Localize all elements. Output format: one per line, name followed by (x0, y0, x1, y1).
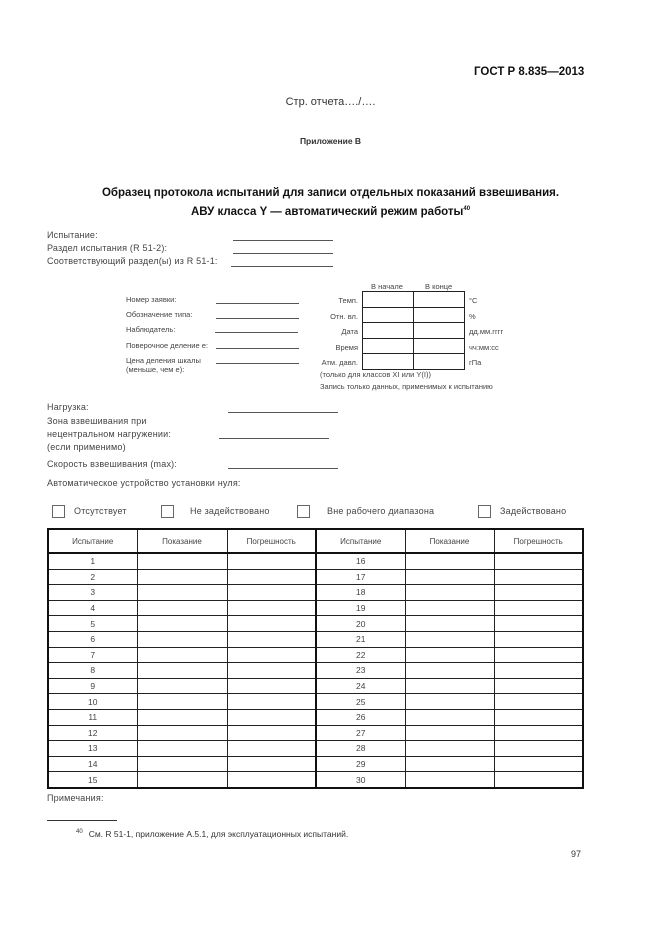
humidity-end-cell[interactable] (414, 307, 465, 323)
off-center-zone-field[interactable] (219, 438, 329, 439)
footnote-number: 40 (76, 829, 83, 836)
env-units: °C % дд.мм.гггг чч:мм:сс гПа (469, 296, 504, 367)
env-note-applicable: Запись только данных, применимых к испытанию (320, 382, 493, 391)
checkbox-out-of-range[interactable] (297, 505, 310, 518)
results-table (47, 528, 584, 789)
env-row-temp (363, 292, 465, 308)
header-test: Испытание (48, 529, 137, 553)
table-row: 5 20 (48, 616, 583, 632)
observer-field[interactable] (215, 332, 298, 333)
title-line-1: Образец протокола испытаний для записи отдельных показаний взвешивания. (101, 187, 560, 199)
load-label: Нагрузка: (47, 402, 89, 412)
table-row: 7 22 (48, 647, 583, 663)
table-row: 10 25 (48, 694, 583, 710)
env-note-classes: (только для классов XI или Y(I)) (320, 370, 431, 379)
appendix-heading: Приложение В (299, 136, 362, 146)
env-col-start: В начале (371, 282, 403, 291)
table-row: 4 19 (48, 600, 583, 616)
application-number-label: Номер заявки: (126, 295, 177, 304)
footnote-ref: 40 (463, 206, 471, 212)
footnote-text: См. R 51-1, приложение А.5.1, для эксплуатационных испытаний. (88, 829, 349, 839)
table-row: 14 29 (48, 756, 583, 772)
footnote (76, 829, 348, 839)
observer-label: Наблюдатель: (126, 325, 176, 334)
notes-label: Примечания: (47, 793, 104, 803)
scale-interval-label: Цена деления шкалы (меньше, чем e): (126, 356, 201, 374)
header-error-2: Погрешность (494, 529, 583, 553)
time-end-cell[interactable] (414, 338, 465, 354)
checkbox-engaged[interactable] (478, 505, 491, 518)
humidity-start-cell[interactable] (363, 307, 414, 323)
related-section-field[interactable] (231, 266, 333, 267)
header-test-2: Испытание (316, 529, 405, 553)
table-row: 1 16 (48, 553, 583, 569)
table-row: 3 18 (48, 585, 583, 601)
load-field[interactable] (228, 412, 338, 413)
report-page-counter: Стр. отчета…./…. (285, 96, 376, 108)
env-row-time (363, 338, 465, 354)
time-start-cell[interactable] (363, 338, 414, 354)
test-label: Испытание: (47, 230, 98, 240)
test-section-label: Раздел испытания (R 51-2): (47, 243, 168, 253)
verification-scale-field[interactable] (216, 348, 299, 349)
option-absent-label: Отсутствует (74, 506, 127, 516)
checkbox-absent[interactable] (52, 505, 65, 518)
env-col-end: В конце (425, 282, 453, 291)
application-number-field[interactable] (216, 303, 299, 304)
env-row-labels: Темп. Отн. вл. Дата Время Атм. давл. (321, 296, 358, 367)
table-row: 2 17 (48, 569, 583, 585)
temp-end-cell[interactable] (414, 292, 465, 308)
standard-number: ГОСТ Р 8.835—2013 (474, 66, 585, 78)
pressure-start-cell[interactable] (363, 354, 414, 370)
page-title (0, 185, 661, 220)
type-designation-field[interactable] (216, 318, 299, 319)
env-row-pressure (363, 354, 465, 370)
weighing-speed-label: Скорость взвешивания (max): (47, 459, 178, 469)
temp-start-cell[interactable] (363, 292, 414, 308)
header-reading-2: Показание (405, 529, 494, 553)
env-row-humidity (363, 307, 465, 323)
page-number: 97 (571, 849, 582, 859)
date-end-cell[interactable] (414, 323, 465, 339)
weighing-speed-field[interactable] (228, 468, 338, 469)
test-section-field[interactable] (233, 253, 333, 254)
option-out-of-range-label: Вне рабочего диапазона (327, 506, 435, 516)
related-section-label: Соответствующий раздел(ы) из R 51-1: (47, 256, 218, 266)
off-center-zone-label: Зона взвешивания при нецентральном нагружении: (если применимо) (47, 416, 172, 452)
table-row: 15 30 (48, 772, 583, 788)
table-row: 9 24 (48, 678, 583, 694)
option-not-engaged-label: Не задействовано (190, 506, 270, 516)
date-start-cell[interactable] (363, 323, 414, 339)
env-row-date (363, 323, 465, 339)
header-error: Погрешность (227, 529, 316, 553)
table-row: 13 28 (48, 741, 583, 757)
type-designation-label: Обозначение типа: (126, 310, 193, 319)
verification-scale-label: Поверочное деление e: (126, 341, 208, 350)
pressure-end-cell[interactable] (414, 354, 465, 370)
test-field[interactable] (233, 240, 333, 241)
table-row: 12 27 (48, 725, 583, 741)
environment-table (362, 291, 465, 370)
table-row: 8 23 (48, 663, 583, 679)
checkbox-not-engaged[interactable] (161, 505, 174, 518)
zero-device-label: Автоматическое устройство установки нуля: (47, 478, 241, 488)
header-reading: Показание (137, 529, 227, 553)
table-row: 11 26 (48, 709, 583, 725)
footnote-divider (47, 820, 117, 821)
title-line-2: АВУ класса Y — автоматический режим работы$^{40}$ (190, 205, 471, 218)
scale-interval-field[interactable] (216, 363, 299, 364)
table-header-row (48, 529, 583, 553)
table-row: 6 21 (48, 631, 583, 647)
option-engaged-label: Задействовано (500, 506, 567, 516)
